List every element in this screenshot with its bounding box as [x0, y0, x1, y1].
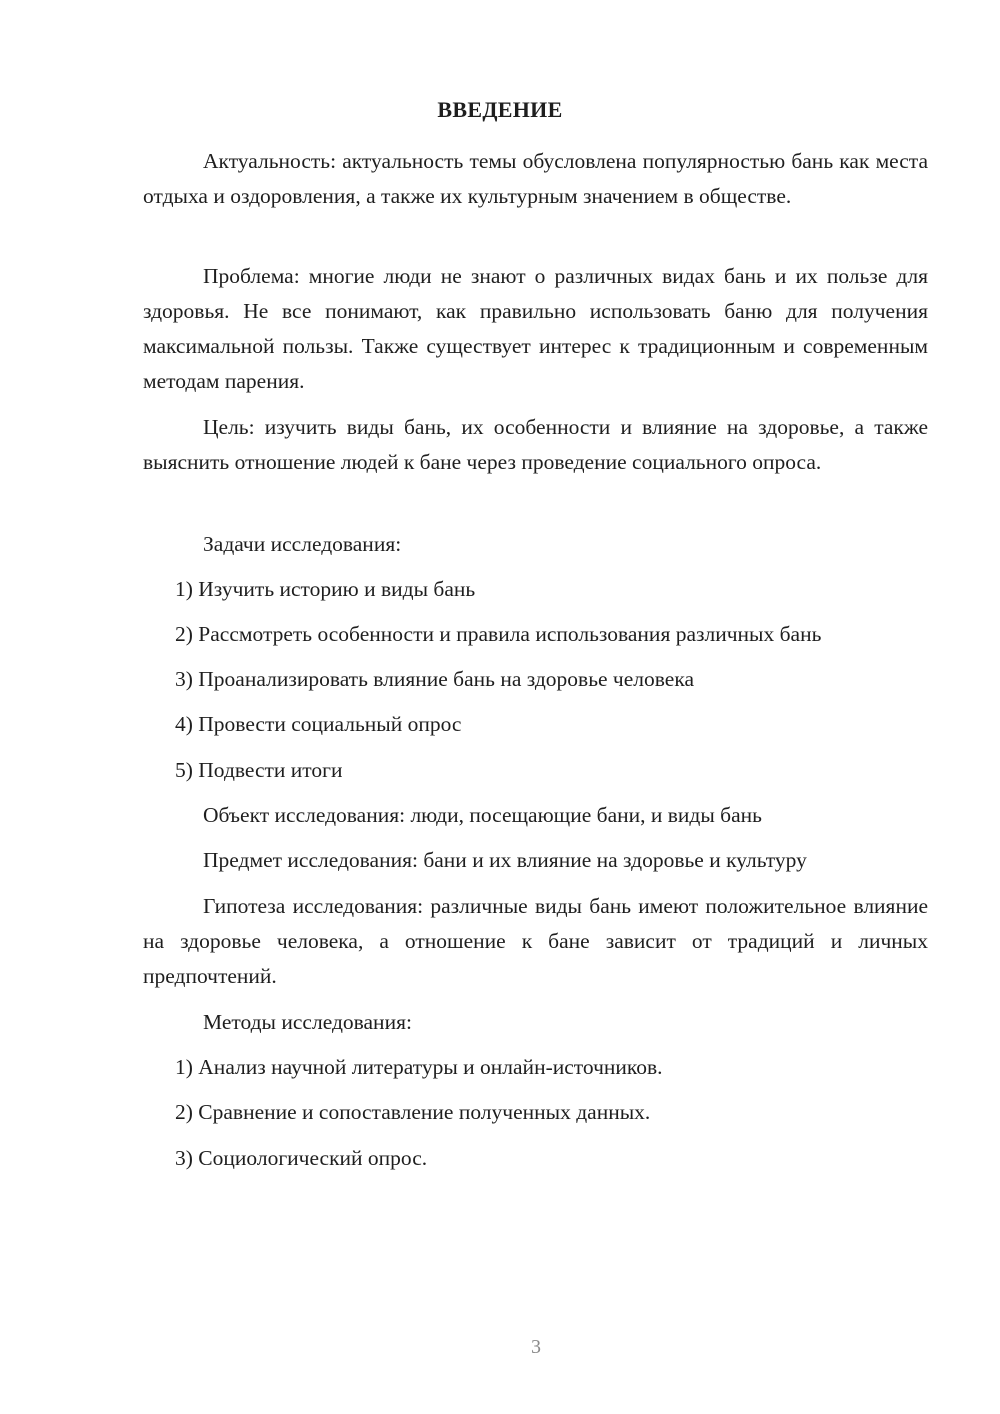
page-number: 3 — [531, 1336, 541, 1358]
list-item: 4) Провести социальный опрос — [175, 712, 462, 736]
methods-heading: Методы исследования: — [203, 1010, 412, 1034]
tasks-heading: Задачи исследования: — [203, 532, 402, 556]
list-item: 5) Подвести итоги — [175, 758, 343, 782]
page-title: ВВЕДЕНИЕ — [437, 97, 563, 122]
list-item: 2) Рассмотреть особенности и правила использования различных бань — [175, 622, 822, 646]
goal-paragraph: Цель: изучить виды бань, их особенности и влияние на здоровье, а также выяснить отношение людей к бане через проведение социального опроса. — [143, 415, 928, 474]
object-paragraph: Объект исследования: люди, посещающие бани, и виды бань — [203, 803, 762, 827]
list-item: 2) Сравнение и сопоставление полученных данных. — [175, 1100, 651, 1124]
hypothesis-paragraph: Гипотеза исследования: различные виды бань имеют положительное влияние на здоровье человека, а отношение к бане зависит от традиций и личных предпочтений. — [143, 894, 928, 988]
relevance-paragraph: Актуальность: актуальность темы обусловлена популярностью бань как места отдыха и оздоровления, а также их культурным значением в обществе. — [143, 149, 928, 208]
list-item: 3) Проанализировать влияние бань на здоровье человека — [175, 667, 695, 691]
problem-paragraph: Проблема: многие люди не знают о различных видах бань и их пользе для здоровья. Не все понимают, как правильно использовать баню для получения максимальной пользы. Также существует интерес к традиционным и современным методам парения. — [143, 264, 928, 393]
list-item: 3) Социологический опрос. — [175, 1146, 428, 1170]
list-item: 1) Анализ научной литературы и онлайн-источников. — [175, 1055, 663, 1079]
list-item: 1) Изучить историю и виды бань — [175, 577, 476, 601]
subject-paragraph: Предмет исследования: бани и их влияние на здоровье и культуру — [203, 848, 807, 872]
